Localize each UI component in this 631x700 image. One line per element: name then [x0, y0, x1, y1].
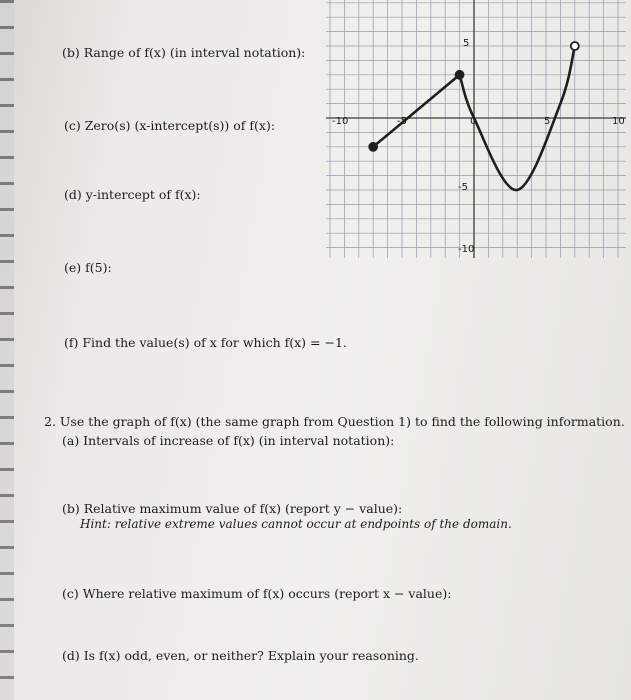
x-tick-label-neg10: -10	[332, 116, 349, 127]
question-2b-rel-max-value: (b) Relative maximum value of f(x) (report y − value):	[62, 501, 403, 516]
question-1c-zeros: (c) Zero(s) (x-intercept(s)) of f(x):	[64, 118, 276, 133]
question-2b-hint: Hint: relative extreme values cannot occur at endpoints of the domain.	[80, 517, 512, 531]
question-2c-rel-max-location: (c) Where relative maximum of f(x) occurs (report x − value):	[62, 586, 452, 601]
question-1f-find-x: (f) Find the value(s) of x for which f(x) = −1.	[64, 335, 347, 350]
question-2-intro: 2. Use the graph of f(x) (the same graph from Question 1) to find the following information.	[44, 414, 625, 429]
x-tick-label-10: 10	[612, 116, 625, 127]
question-1d-y-intercept: (d) y-intercept of f(x):	[64, 187, 201, 202]
question-1b-range: (b) Range of f(x) (in interval notation):	[62, 45, 306, 60]
question-2d-odd-even: (d) Is f(x) odd, even, or neither? Explain your reasoning.	[62, 648, 419, 663]
x-tick-label-neg5: -5	[397, 116, 407, 127]
notebook-spiral	[0, 0, 14, 700]
x-tick-label-0: 0	[470, 116, 477, 127]
y-tick-label-neg10: -10	[458, 244, 475, 255]
question-1e-f-of-5: (e) f(5):	[64, 260, 112, 275]
graph-grid	[326, 0, 626, 258]
function-graph	[326, 0, 626, 262]
x-tick-label-5: 5	[544, 116, 551, 127]
y-tick-label-5: 5	[463, 38, 470, 49]
question-2a-increase: (a) Intervals of increase of f(x) (in interval notation):	[62, 433, 395, 448]
endpoint-open	[571, 42, 579, 50]
endpoint-closed	[369, 143, 377, 151]
y-tick-label-neg5: -5	[458, 182, 468, 193]
graph-axes	[326, 0, 626, 258]
